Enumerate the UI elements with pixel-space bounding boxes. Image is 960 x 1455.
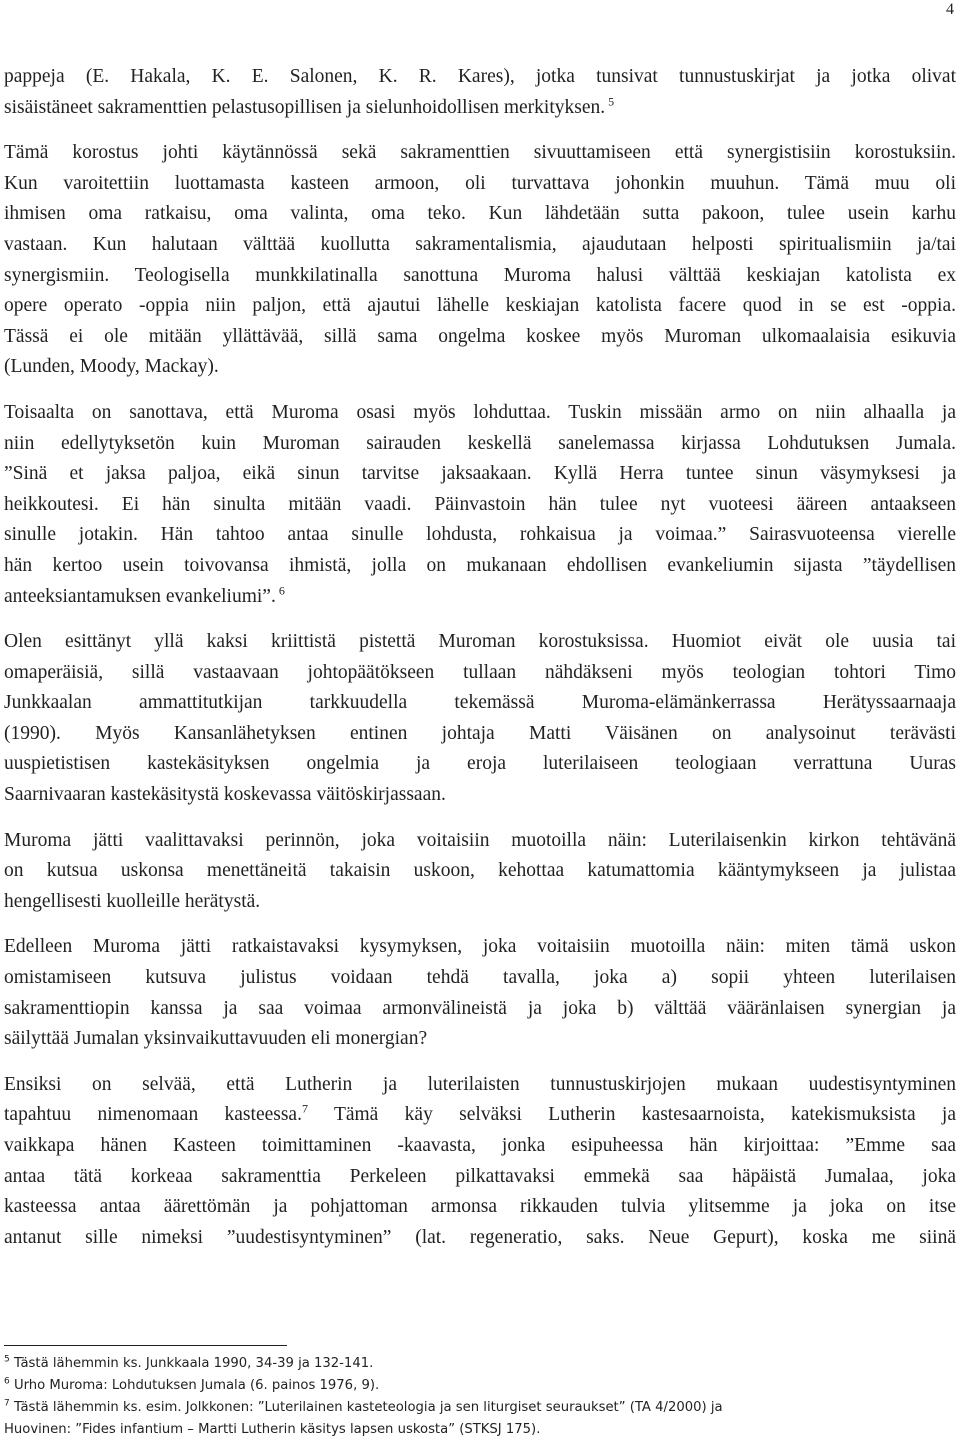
- text-line: hengellisesti kuolleille herätystä.: [4, 890, 261, 912]
- text-line: antaa tätä korkeaa sakramenttia Perkeleen pilkattavaksi emmekä saa häpäistä Jumalaa, joka: [4, 1165, 956, 1187]
- text-line: antanut sille nimeksi ”uudestisyntyminen” (lat. regeneratio, saks. Neue Gepurt), koska me siinä: [4, 1226, 956, 1248]
- footnote-text: Huovinen: ”Fides infantium – Martti Lutherin käsitys lapsen uskosta” (STKSJ 175).: [4, 1422, 541, 1437]
- text-line: sisäistäneet sakramenttien pelastusopillisen ja sielunhoidollisen merkityksen. $^5$: [4, 94, 615, 118]
- text-line: (1990). Myös Kansanlähetyksen entinen johtaja Matti Väisänen on analysoinut terävästi: [4, 722, 956, 744]
- footnote-reference[interactable]: 5: [605, 94, 615, 109]
- text-line: kasteessa antaa äärettömän ja pohjattoman armonsa rikkauden tulvia ylitsemme ja joka on itse: [4, 1196, 956, 1218]
- text-line: hän kertoo usein toivovansa ihmistä, jolla on mukanaan ehdollisen evankeliumin sijasta ”täydellisen: [4, 554, 956, 576]
- text-line: tapahtuu nimenomaan kasteessa.$^7$ Tämä käy selväksi Lutherin kastesaarnoista, katekismuksista ja: [4, 1101, 957, 1126]
- footnote-separator: [4, 1345, 287, 1346]
- text-line: ”Sinä et jaksa paljoa, eikä sinun tarvitse jaksaakaan. Kyllä Herra tuntee sinun väsymyksesi ja: [4, 463, 956, 485]
- text-line: synergismiin. Teologisella munkkilatinalla sanottuna Muroma halusi välttää keskiajan katolista ex: [4, 264, 956, 286]
- text-line: Junkkaalan ammattitutkijan tarkkuudella tekemässä Muroma-elämänkerrassa Herätyssaarnaaja: [4, 692, 956, 714]
- footnote: [4, 1419, 956, 1441]
- text-line: uuspietistisen kastekäsityksen ongelmia ja eroja luterilaiseen teologiaan verrattuna Uuras: [4, 753, 956, 775]
- text-line: anteeksiantamuksen evankeliumi”. $^6$: [4, 583, 285, 607]
- footnote: [4, 1375, 956, 1397]
- text-line: säilyttää Jumalan yksinvaikuttavuuden eli monergian?: [4, 1028, 428, 1050]
- paragraph: [4, 138, 956, 383]
- footnote-text: Tästä lähemmin ks. Junkkaala 1990, 34-39 ja 132-141.: [13, 1356, 374, 1371]
- text-line: Tämä korostus johti käytännössä sekä sakramenttien sivuuttamiseen että synergistisiin korostuksiin.: [4, 142, 956, 164]
- text-line: niin edellytyksetön kuin Muroman sairauden keskellä sanelemassa kirjassa Lohdutuksen Jumala.: [4, 432, 956, 454]
- footnote: [4, 1397, 956, 1419]
- text-line: vastaan. Kun halutaan välttää kuollutta sakramentalismia, ajaudutaan helposti spiritualismiin ja/tai: [4, 233, 956, 255]
- text-line: opere operato -oppia niin paljon, että ajautui lähelle keskiajan katolista facere quod in se est -oppia.: [4, 295, 956, 317]
- text-line: Kun varoitettiin luottamasta kasteen armoon, oli turvattava johonkin muuhun. Tämä muu oli: [4, 172, 956, 194]
- footnotes: [4, 1353, 956, 1441]
- paragraph: [4, 62, 956, 123]
- text-line: Ensiksi on selvää, että Lutherin ja luterilaisten tunnustuskirjojen mukaan uudestisyntyminen: [4, 1073, 956, 1095]
- text-line: Olen esittänyt yllä kaksi kriittistä pistettä Muroman korostuksissa. Huomiot eivät ole uusia tai: [4, 631, 956, 653]
- text-line: ihmisen oma ratkaisu, oma valinta, oma teko. Kun lähdetään sutta pakoon, tulee usein karhu: [4, 203, 956, 225]
- paragraph: [4, 826, 956, 918]
- text-line: sakramenttiopin kanssa ja saa voimaa armonvälineistä ja joka b) välttää vääränlaisen synergian ja: [4, 997, 956, 1019]
- text-line: Edelleen Muroma jätti ratkaistavaksi kysymyksen, joka voitaisiin muotoilla näin: miten tämä uskon: [4, 936, 956, 958]
- text-line: Saarnivaaran kastekäsitystä koskevassa väitöskirjassaan.: [4, 784, 446, 806]
- text-line: on kutsua uskonsa menettäneitä takaisin uskoon, kehottaa katumattomia kääntymykseen ja julistaa: [4, 860, 956, 882]
- document-body: [4, 62, 956, 1268]
- footnote-number: 6: [4, 1376, 10, 1387]
- footnote: [4, 1353, 956, 1375]
- text-line: vaikkapa hänen Kasteen toimittaminen -kaavasta, jonka esipuheessa hän kirjoittaa: ”Emme saa: [4, 1135, 956, 1156]
- footnote-number: 5: [4, 1354, 10, 1365]
- text-line: sinulle jotakin. Hän tahtoo antaa sinulle lohdusta, rohkaisua ja voimaa.” Sairasvuoteensa vierelle: [4, 524, 956, 546]
- paragraph: [4, 932, 956, 1054]
- text-line: Tässä ei ole mitään yllättävää, sillä sama ongelma koskee myös Muroman ulkomaalaisia esikuvia: [4, 325, 956, 347]
- footnote-text: Urho Muroma: Lohdutuksen Jumala (6. painos 1976, 9).: [13, 1378, 380, 1393]
- footnote-number: 7: [4, 1398, 10, 1409]
- text-line: Muroma jätti vaalittavaksi perinnön, joka voitaisiin muotoilla näin: Luterilaisenkin kirkon tehtävänä: [4, 829, 956, 851]
- footnote-text: Tästä lähemmin ks. esim. Jolkkonen: ”Luterilainen kasteteologia ja sen liturgiset seuraukset” (TA 4/2000) ja: [13, 1400, 723, 1415]
- paragraph: [4, 398, 956, 612]
- text-line: (Lunden, Moody, Mackay).: [4, 356, 219, 378]
- text-line: omistamiseen kutsuva julistus voidaan tehdä tavalla, joka a) sopii yhteen luterilaisen: [4, 967, 956, 989]
- text-line: heikkoutesi. Ei hän sinulta mitään vaadi. Päinvastoin hän tulee nyt vuoteesi ääreen antaakseen: [4, 493, 956, 515]
- footnote-reference[interactable]: 6: [275, 583, 285, 597]
- text-line: omaperäisiä, sillä vastaavaan johtopäätökseen tullaan nähdäkseni myös teologian tohtori Timo: [4, 661, 956, 683]
- paragraph: [4, 627, 956, 811]
- paragraph: [4, 1070, 956, 1254]
- text-line: Toisaalta on sanottava, että Muroma osasi myös lohduttaa. Tuskin missään armo on niin alhaalla ja: [4, 401, 956, 423]
- page-number: 4: [946, 1, 954, 18]
- text-line: pappeja (E. Hakala, K. E. Salonen, K. R. Kares), jotka tunsivat tunnustuskirjat ja jotka olivat: [4, 66, 956, 87]
